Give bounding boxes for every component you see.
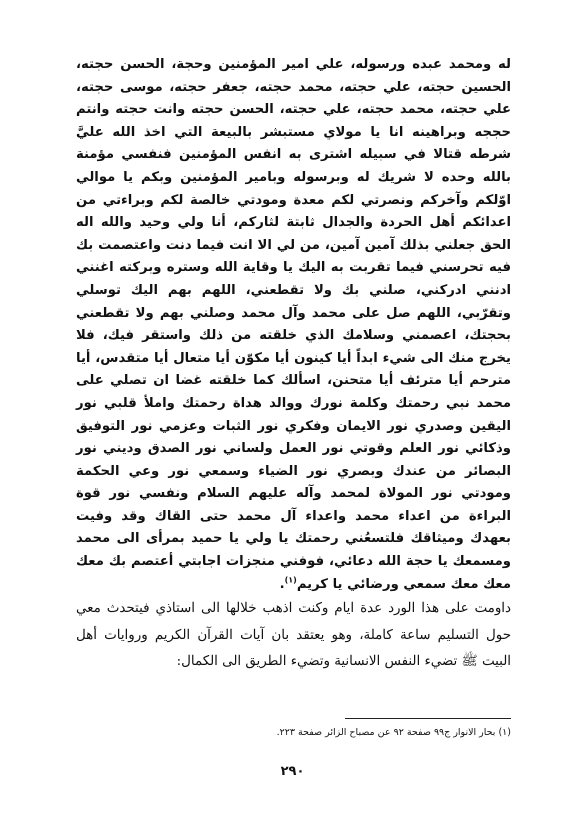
footnote-separator <box>345 718 511 719</box>
narrative-paragraph: داومت على هذا الورد عدة ايام وكنت اذهب خلالها الى استاذي فيتحدث معي حول التسليم ساعة كاملة، وهو يعتقد بان آيات القرآن الكريم وروايات أهل البيت ﷺ تضيء النفس الانسانية وتضيء الطريق الى الكمال: <box>76 601 511 669</box>
prayer-paragraph: له ومحمد عبده ورسوله، علي امير المؤمنين وحجة، الحسن حجته، الحسين حجته، علي حجته، محمد حجته، جعفر حجته، موسى حجته، علي حجته، محمد حجته، علي حجته، الحسن حجته وانت حجته وانتم حججه وبراهينه انا يا مولاي مستبشر بالبيعة التي اخذ الله عليَّ شرطه قتالا في سبيله اشترى به انفس المؤمنين فنفسي مؤمنة بالله وحده لا شريك له وبرسوله وبامير المؤمنين وبكم يا موالي اوّلكم وآخركم ونصرتي لكم معدة ومودتي خالصة لكم وبراءتي من اعدائكم أهل الحردة والجدال ثابتة لثاركم، أنا ولي وحيد والله اله الحق جعلني بذلك آمين آمين، من لي الا انت فيما دنت واعتصمت بك فيه تحرسني فيما تقربت به اليك يا وقاية الله وستره وبركته اغنني ادنني ادركني، صلني بك ولا تقطعني، اللهم بهم اليك توسلي وتقرّبي، اللهم صل على محمد وآل محمد وصلني بهم ولا تقطعني بحجتك، اعصمني وسلامك الذي خلقته من ذلك واستقر فيك، فلا يخرج منك الى شيء ابداً أيا كينون أيا مكوّن أيا متعال أيا متقدس، أيا مترحم أيا مترئف أيا متحنن، اسألك كما خلقته غضا ان تصلي على محمد نبي رحمتك وكلمة نورك ووالد هداة رحمتك واملأ قلبي نور اليقين وصدري نور الايمان وفكري نور الثبات وعزمي نور التوفيق وذكائي نور العلم وقوتي نور العمل ولساني نور الصدق وديني نور البصائر من عندك وبصري نور الضياء وسمعي نور وعي الحكمة ومودتي نور المولاة لمحمد وآله عليهم السلام ونفسي نور قوة البراءة من اعداء محمد واعداء آل محمد حتى القاك وقد وفيت بعهدك وميثاقك فلتسعُني رحمتك يا ولي يا حميد بمرأى الى محمد ومسمعك يا حجة الله دعائي، فوفني منجزات اجابتي أعتصم بك معك معك معك سمعي ورضائي يا كريم$^{(١)}$. <box>76 57 511 592</box>
page-number: ٢٩٠ <box>280 764 305 779</box>
footnote-reference: (١) <box>284 575 297 585</box>
footnote: (١) بحار الانوار ج٩٩ صفحة ٩٢ عن مصباح الزائر صفحة ٢٢٣. <box>276 727 511 738</box>
prayer-text: له ومحمد عبده ورسوله، علي امير المؤمنين وحجة، الحسن حجته، الحسين حجته، علي حجته، محمد حجته، جعفر حجته، موسى حجته، علي حجته، محمد حجته، علي حجته، الحسن حجته وانت حجته وانتم حججه وبراهينه انا يا مولاي مستبشر بالبيعة التي اخذ الله عليَّ شرطه قتالا في سبيله اشترى به انفس المؤمنين فنفسي مؤمنة بالله وحده لا شريك له وبرسوله وبامير المؤمنين وبكم يا موالي اوّلكم وآخركم ونصرتي لكم معدة ومودتي خالصة لكم وبراءتي من اعدائكم أهل الحردة والجدال ثابتة لثاركم، أنا ولي وحيد والله اله الحق جعلني بذلك آمين آمين، من لي الا انت فيما دنت واعتصمت بك فيه تحرسني فيما تقربت به اليك يا وقاية الله وستره وبركته اغنني ادنني ادركني، صلني بك ولا تقطعني، اللهم بهم اليك توسلي وتقرّبي، اللهم صل على محمد وآل محمد وصلني بهم ولا تقطعني بحجتك، اعصمني وسلامك الذي خلقته من ذلك واستقر فيك، فلا يخرج منك الى شيء ابداً أيا كينون أيا مكوّن أيا متعال أيا متقدس، أيا مترحم أيا مترئف أيا متحنن، اسألك كما خلقته غضا ان تصلي على محمد نبي رحمتك وكلمة نورك ووالد هداة رحمتك واملأ قلبي نور اليقين وصدري نور الايمان وفكري نور الثبات وعزمي نور التوفيق وذكائي نور العلم وقوتي نور العمل ولساني نور الصدق وديني نور البصائر من عندك وبصري نور الضياء وسمعي نور وعي الحكمة ومودتي نور المولاة لمحمد وآله عليهم السلام ونفسي نور قوة البراءة من اعداء محمد واعداء آل محمد حتى القاك وقد وفيت بعهدك وميثاقك فلتسعُني رحمتك يا ولي يا حميد بمرأى الى محمد ومسمعك يا حجة الله دعائي، فوفني منجزات اجابتي أعتصم بك معك معك معك سمعي ورضائي يا كريم <box>76 57 511 592</box>
